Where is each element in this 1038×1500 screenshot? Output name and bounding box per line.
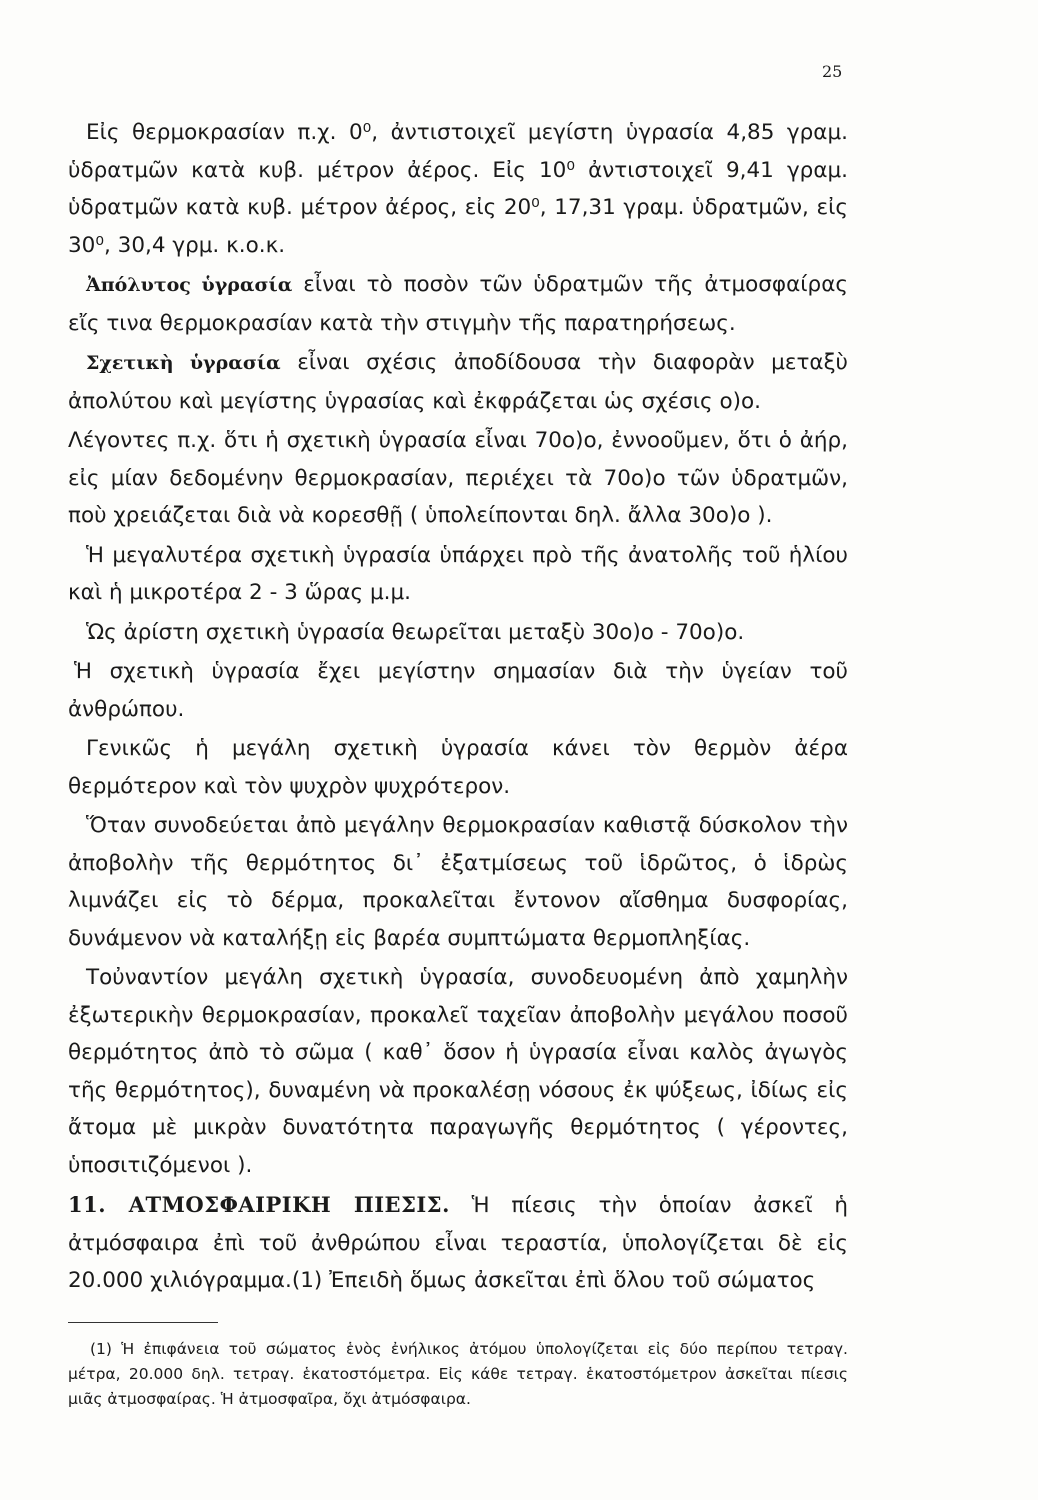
footnote: (1) Ἡ ἐπιφάνεια τοῦ σώματος ἑνὸς ἐνήλικος ἀτόμου ὑπολογίζεται εἰς δύο περίπου τετραγ. μέτρα, 20.000 δηλ. τετραγ. ἑκατοστόμετρα. Εἰς κάθε τετραγ. ἑκατοστόμετρον ἀσκεῖται πίεσις μιᾶς ἀτμοσφαίρας. Ἡ ἀτμοσφαῖρα, ὄχι ἀτμόσφαιρα. [68, 1339, 848, 1408]
paragraph-high-temperature: Ὅταν συνοδεύεται ἀπὸ μεγάλην θερμοκρασίαν καθιστᾷ δύσκολον τὴν ἀποβολὴν τῆς θερμότητος δι᾽ ἐξατμίσεως τοῦ ἱδρῶτος, ὁ ἱδρὼς λιμνάζει εἰς τὸ δέρμα, προκαλεῖται ἔντονον αἴσθημα δυσφορίας, δυνάμενον νὰ καταλήξῃ εἰς βαρέα συμπτώματα θερμοπληξίας. [68, 813, 848, 951]
term-absolute-humidity: Ἀπόλυτος ὑγρασία [86, 274, 293, 296]
section-text: Ἡ πίεσις τὴν ὁποίαν ἀσκεῖ ἡ ἀτμόσφαιρα ἐπὶ τοῦ ἀνθρώπου εἶναι τεραστία, ὑπολογίζεται δὲ εἰς 20.000 χιλιόγραμμα.(1) Ἐπειδὴ ὅμως ἀσκεῖται ἐπὶ ὅλου τοῦ σώματος [68, 1193, 848, 1293]
paragraph-example: Λέγοντες π.χ. ὅτι ἡ σχετικὴ ὑγρασία εἶναι 70ο)ο, ἐννοοῦμεν, ὅτι ὁ ἀήρ, εἰς μίαν δεδομένην θερμοκρασίαν, περιέχει τὰ 70ο)ο τῶν ὑδρατμῶν, ποὺ χρειάζεται διὰ νὰ κορεσθῇ ( ὑπολείπονται δηλ. ἄλλα 30ο)ο ). [68, 428, 848, 528]
term-relative-humidity: Σχετικὴ ὑγρασία [86, 352, 281, 374]
paragraph-general-effect: Γενικῶς ἡ μεγάλη σχετικὴ ὑγρασία κάνει τὸν θερμὸν ἀέρα θερμότερον καὶ τὸν ψυχρὸν ψυχρότερον. [68, 736, 848, 799]
paragraph-humidity-values: Εἰς θερμοκρασίαν π.χ. 0⁰, ἀντιστοιχεῖ μεγίστη ὑγρασία 4,85 γραμ. ὑδρατμῶν κατὰ κυβ. μέτρον ἀέρος. Εἰς 10⁰ ἀντιστοιχεῖ 9,41 γραμ. ὑδρατμῶν κατὰ κυβ. μέτρον ἀέρος, εἰς 20⁰, 17,31 γραμ. ὑδρατμῶν, εἰς 30⁰, 30,4 γρμ. κ.ο.κ. [68, 120, 848, 258]
paragraph-daily-variation: Ἡ μεγαλυτέρα σχετικὴ ὑγρασία ὑπάρχει πρὸ τῆς ἀνατολῆς τοῦ ἡλίου καὶ ἡ μικροτέρα 2 - 3 ὥρας μ.μ. [68, 542, 848, 605]
section-heading: 11. ΑΤΜΟΣΦΑΙΡΙΚΗ ΠΙΕΣΙΣ. [68, 1192, 450, 1217]
paragraph-health-importance: Ἡ σχετικὴ ὑγρασία ἔχει μεγίστην σημασίαν διὰ τὴν ὑγείαν τοῦ ἀνθρώπου. [68, 659, 848, 722]
footnote-divider [68, 1322, 218, 1323]
definition-absolute-humidity: εἶναι τὸ ποσὸν τῶν ὑδρατμῶν τῆς ἀτμοσφαίρας εἴς τινα θερμοκρασίαν κατὰ τὴν στιγμὴν τῆς παρατηρήσεως. [68, 272, 848, 336]
section-atmospheric-pressure [68, 1186, 848, 1300]
paragraph-optimal-range: Ὡς ἀρίστη σχετικὴ ὑγρασία θεωρεῖται μεταξὺ 30ο)ο - 70ο)ο. [86, 619, 745, 645]
paragraph-absolute-humidity [68, 266, 848, 342]
page-number: 25 [822, 62, 843, 81]
page-body [68, 114, 848, 1412]
definition-relative-humidity: εἶναι σχέσις ἀποδίδουσα τὴν διαφορὰν μεταξὺ ἀπολύτου καὶ μεγίστης ὑγρασίας καὶ ἐκφράζεται ὡς σχέσις ο)ο. [68, 350, 848, 414]
paragraph-low-temperature: Τοὐναντίον μεγάλη σχετικὴ ὑγρασία, συνοδευομένη ἀπὸ χαμηλὴν ἐξωτερικὴν θερμοκρασίαν, προκαλεῖ ταχεῖαν ἀποβολὴν μεγάλου ποσοῦ θερμότητος ἀπὸ τὸ σῶμα ( καθ᾽ ὅσον ἡ ὑγρασία εἶναι καλὸς ἀγωγὸς τῆς θερμότητος), δυναμένη νὰ προκαλέσῃ νόσους ἐκ ψύξεως, ἰδίως εἰς ἄτομα μὲ μικρὰν δυνατότητα παραγωγῆς θερμότητος ( γέροντες, ὑποσιτιζόμενοι ). [68, 965, 848, 1178]
paragraph-relative-humidity [68, 344, 848, 420]
